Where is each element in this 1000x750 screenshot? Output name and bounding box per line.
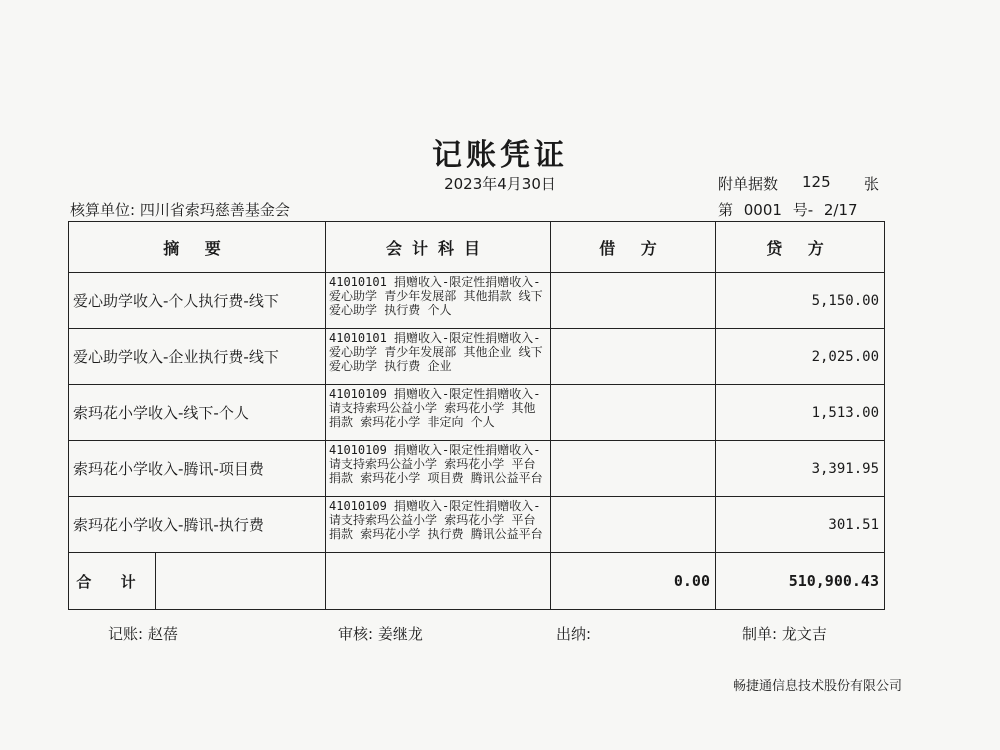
row-summary: 爱心助学收入-企业执行费-线下 — [69, 329, 326, 385]
row-credit: 3,391.95 — [716, 441, 885, 497]
row-credit: 5,150.00 — [716, 273, 885, 329]
attachment-count: 125 — [802, 173, 831, 191]
bookkeeper: 记账: 赵蓓 — [108, 625, 178, 643]
total-row — [69, 553, 885, 610]
cashier: 出纳: — [556, 625, 592, 643]
row-summary: 索玛花小学收入-线下-个人 — [69, 385, 326, 441]
row-account: 41010101 捐赠收入-限定性捐赠收入-爱心助学 青少年发展部 其他企业 线下爱心助学 执行费 企业 — [326, 329, 551, 385]
row-debit — [551, 385, 716, 441]
header-credit: 贷 方 — [716, 222, 885, 273]
row-summary: 爱心助学收入-个人执行费-线下 — [69, 273, 326, 329]
voucher-date: 2023年4月30日 — [444, 175, 556, 193]
row-summary: 索玛花小学收入-腾讯-执行费 — [69, 497, 326, 553]
table-row — [69, 441, 885, 497]
software-company: 畅捷通信息技术股份有限公司 — [733, 679, 903, 694]
total-debit: 0.00 — [551, 553, 716, 610]
row-account: 41010109 捐赠收入-限定性捐赠收入-请支持索玛公益小学 索玛花小学 平台捐款 索玛花小学 执行费 腾讯公益平台 — [326, 497, 551, 553]
row-credit: 1,513.00 — [716, 385, 885, 441]
voucher-table — [68, 221, 885, 610]
row-account: 41010109 捐赠收入-限定性捐赠收入-请支持索玛公益小学 索玛花小学 平台捐款 索玛花小学 项目费 腾讯公益平台 — [326, 441, 551, 497]
row-account: 41010109 捐赠收入-限定性捐赠收入-请支持索玛公益小学 索玛花小学 其他捐款 索玛花小学 非定向 个人 — [326, 385, 551, 441]
reviewer: 审核: 姜继龙 — [338, 625, 423, 643]
row-debit — [551, 273, 716, 329]
row-account: 41010101 捐赠收入-限定性捐赠收入-爱心助学 青少年发展部 其他捐款 线下爱心助学 执行费 个人 — [326, 273, 551, 329]
header-summary: 摘 要 — [69, 222, 326, 273]
row-debit — [551, 441, 716, 497]
total-account-blank — [326, 553, 551, 610]
table-row — [69, 385, 885, 441]
total-label: 合 计 — [69, 553, 156, 609]
voucher-number: 第 0001 号- 2/17 — [718, 201, 858, 219]
table-row — [69, 329, 885, 385]
table-header-row — [69, 222, 885, 273]
row-debit — [551, 329, 716, 385]
preparer: 制单: 龙文吉 — [742, 625, 827, 643]
total-credit: 510,900.43 — [716, 553, 885, 610]
table-row — [69, 273, 885, 329]
table-row — [69, 497, 885, 553]
voucher-title: 记账凭证 — [432, 138, 568, 173]
row-credit: 301.51 — [716, 497, 885, 553]
total-label-cell — [69, 553, 326, 610]
header-account: 会计科目 — [326, 222, 551, 273]
total-blank — [156, 553, 325, 609]
row-debit — [551, 497, 716, 553]
row-credit: 2,025.00 — [716, 329, 885, 385]
attachment-unit: 张 — [864, 175, 880, 193]
header-debit: 借 方 — [551, 222, 716, 273]
attachment-label: 附单据数 — [718, 175, 779, 193]
accounting-unit: 核算单位: 四川省索玛慈善基金会 — [70, 201, 290, 219]
row-summary: 索玛花小学收入-腾讯-项目费 — [69, 441, 326, 497]
